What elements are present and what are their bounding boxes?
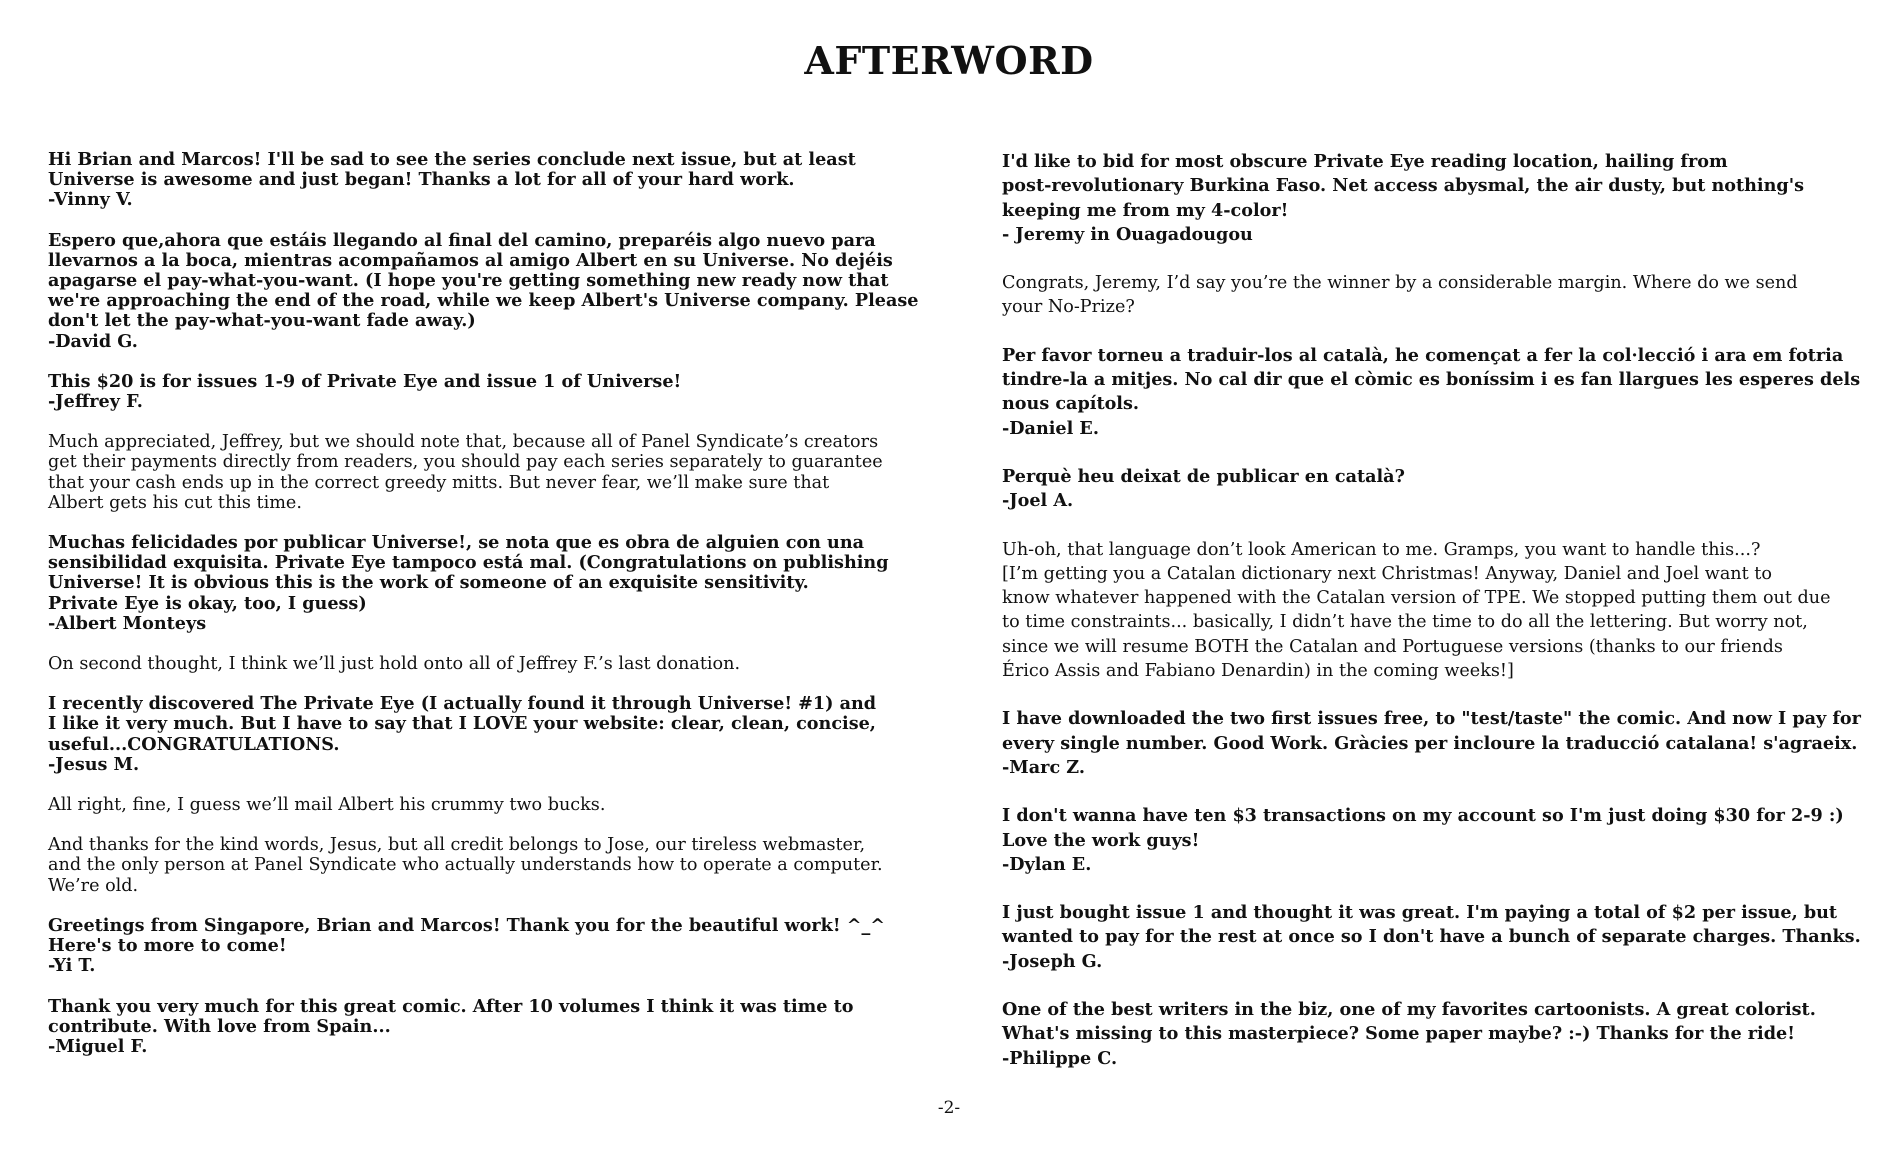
- text-line: Muchas felicidades por publicar Universe!, se nota que es obra de alguien con una: [48, 532, 865, 554]
- reader-letter: [1002, 150, 1882, 247]
- text-line: All right, fine, I guess we’ll mail Albert his crummy two bucks.: [48, 795, 606, 816]
- text-line: Hi Brian and Marcos! I'll be sad to see the series conclude next issue, but at least: [48, 149, 856, 170]
- text-line: We’re old.: [48, 875, 139, 896]
- reader-letter: [48, 372, 948, 412]
- editor-reply: [48, 654, 948, 674]
- text-line: -Yi T.: [48, 955, 96, 977]
- text-line: -Philippe C.: [1002, 1047, 1118, 1069]
- text-line: Thank you very much for this great comic. After 10 volumes I think it was time to: [48, 995, 854, 1017]
- left-column: [48, 150, 948, 1077]
- text-line: don't let the pay-what-you-want fade away.): [48, 310, 476, 332]
- text-line: keeping me from my 4-color!: [1002, 199, 1289, 221]
- text-line: since we will resume BOTH the Catalan and Portuguese versions (thanks to our friends: [1002, 636, 1783, 657]
- editor-reply: [1002, 538, 1882, 684]
- text-line: tindre-la a mitjes. No cal dir que el còmic es boníssim i es fan llargues les esperes dels: [1002, 369, 1861, 391]
- reader-letter: [1002, 998, 1882, 1071]
- text-line: -Dylan E.: [1002, 853, 1092, 875]
- text-line: Universe! It is obvious this is the work of someone of an exquisite sensitivity.: [48, 572, 809, 594]
- text-line: post-revolutionary Burkina Faso. Net access abysmal, the air dusty, but nothing's: [1002, 175, 1805, 197]
- text-line: -Miguel F.: [48, 1035, 148, 1057]
- reader-letter: [48, 997, 948, 1058]
- text-line: Espero que,ahora que estáis llegando al final del camino, preparéis algo nuevo para: [48, 229, 876, 251]
- reader-letter: [48, 231, 948, 352]
- text-line: I'd like to bid for most obscure Private Eye reading location, hailing from: [1002, 151, 1728, 172]
- text-line: I have downloaded the two first issues free, to "test/taste" the comic. And now I pay for: [1002, 708, 1861, 730]
- text-line: -Marc Z.: [1002, 756, 1085, 778]
- text-line: On second thought, I think we’ll just hold onto all of Jeffrey F.’s last donation.: [48, 654, 741, 675]
- reader-letter: [1002, 344, 1882, 441]
- text-line: wanted to pay for the rest at once so I don't have a bunch of separate charges. Thanks.: [1002, 926, 1861, 948]
- text-line: - Jeremy in Ouagadougou: [1002, 223, 1253, 245]
- text-line: I recently discovered The Private Eye (I actually found it through Universe! #1) and: [48, 693, 877, 715]
- editor-reply: [48, 835, 948, 896]
- text-line: And thanks for the kind words, Jesus, but all credit belongs to Jose, our tireless webmaster,: [48, 835, 866, 856]
- text-line: -Jesus M.: [48, 753, 140, 775]
- text-line: I like it very much. But I have to say that I LOVE your website: clear, clean, concise,: [48, 713, 876, 735]
- text-line: Érico Assis and Fabiano Denardin) in the coming weeks!]: [1002, 661, 1514, 682]
- reader-letter: [1002, 465, 1882, 514]
- text-line: Uh-oh, that language don’t look American to me. Gramps, you want to handle this...?: [1002, 539, 1761, 560]
- reader-letter: [48, 694, 948, 775]
- text-line: -Daniel E.: [1002, 417, 1099, 439]
- text-line: every single number. Good Work. Gràcies per incloure la traducció catalana! s'agraeix.: [1002, 732, 1858, 754]
- text-line: we're approaching the end of the road, while we keep Albert's Universe company. Please: [48, 290, 919, 312]
- reader-letter: [1002, 901, 1882, 974]
- text-line: Congrats, Jeremy, I’d say you’re the winner by a considerable margin. Where do we send: [1002, 273, 1798, 294]
- editor-reply: [48, 432, 948, 513]
- text-line: -Joel A.: [1002, 490, 1074, 512]
- text-line: apagarse el pay-what-you-want. (I hope you're getting something new ready now that: [48, 270, 889, 292]
- text-line: Private Eye is okay, too, I guess): [48, 592, 367, 614]
- text-line: This $20 is for issues 1-9 of Private Eye and issue 1 of Universe!: [48, 370, 682, 392]
- text-line: Love the work guys!: [1002, 829, 1200, 851]
- text-line: -Jeffrey F.: [48, 391, 143, 413]
- text-line: Greetings from Singapore, Brian and Marcos! Thank you for the beautiful work! ^_^: [48, 914, 886, 936]
- page-number: -2-: [937, 1098, 961, 1118]
- text-line: Here's to more to come!: [48, 935, 287, 957]
- reader-letter: [48, 916, 948, 977]
- text-line: and the only person at Panel Syndicate who actually understands how to operate a computer.: [48, 855, 883, 876]
- text-line: What's missing to this masterpiece? Some paper maybe? :-) Thanks for the ride!: [1002, 1023, 1795, 1045]
- text-line: -Vinny V.: [48, 189, 133, 211]
- reader-letter: [1002, 804, 1882, 877]
- text-line: I just bought issue 1 and thought it was great. I'm paying a total of $2 per issue, but: [1002, 902, 1838, 924]
- text-line: -Joseph G.: [1002, 950, 1103, 972]
- right-column: [1002, 150, 1882, 1095]
- text-line: contribute. With love from Spain...: [48, 1015, 391, 1037]
- text-line: Perquè heu deixat de publicar en català?: [1002, 465, 1405, 487]
- reader-letter: [1002, 707, 1882, 780]
- text-line: that your cash ends up in the correct greedy mitts. But never fear, we’ll make sure that: [48, 472, 830, 493]
- page-title: AFTERWORD: [804, 38, 1094, 83]
- text-line: Universe is awesome and just began! Thanks a lot for all of your hard work.: [48, 169, 795, 191]
- text-line: your No-Prize?: [1002, 297, 1135, 318]
- text-line: know whatever happened with the Catalan version of TPE. We stopped putting them out due: [1002, 588, 1831, 609]
- text-line: sensibilidad exquisita. Private Eye tampoco está mal. (Congratulations on publishing: [48, 552, 889, 574]
- text-line: useful...CONGRATULATIONS.: [48, 733, 340, 755]
- text-line: Much appreciated, Jeffrey, but we should note that, because all of Panel Syndicate’s creators: [48, 432, 879, 453]
- text-line: One of the best writers in the biz, one of my favorites cartoonists. A great colorist.: [1002, 999, 1816, 1021]
- text-line: llevarnos a la boca, mientras acompañamos al amigo Albert en su Universe. No dejéis: [48, 249, 893, 271]
- editor-reply: [48, 795, 948, 815]
- text-line: -Albert Monteys: [48, 612, 207, 634]
- text-line: to time constraints... basically, I didn’t have the time to do all the lettering. But worry not,: [1002, 612, 1808, 633]
- editor-reply: [1002, 271, 1882, 320]
- text-line: -David G.: [48, 330, 138, 352]
- text-line: Per favor torneu a traduir-los al català, he començat a fer la col·lecció i ara em fotria: [1002, 344, 1844, 366]
- reader-letter: [48, 150, 948, 211]
- reader-letter: [48, 533, 948, 634]
- text-line: Albert gets his cut this time.: [48, 492, 302, 513]
- text-line: get their payments directly from readers, you should pay each series separately to guarantee: [48, 452, 883, 473]
- text-line: [I’m getting you a Catalan dictionary next Christmas! Anyway, Daniel and Joel want to: [1002, 563, 1772, 584]
- text-line: I don't wanna have ten $3 transactions on my account so I'm just doing $30 for 2-9 :): [1002, 805, 1844, 827]
- text-line: nous capítols.: [1002, 393, 1140, 415]
